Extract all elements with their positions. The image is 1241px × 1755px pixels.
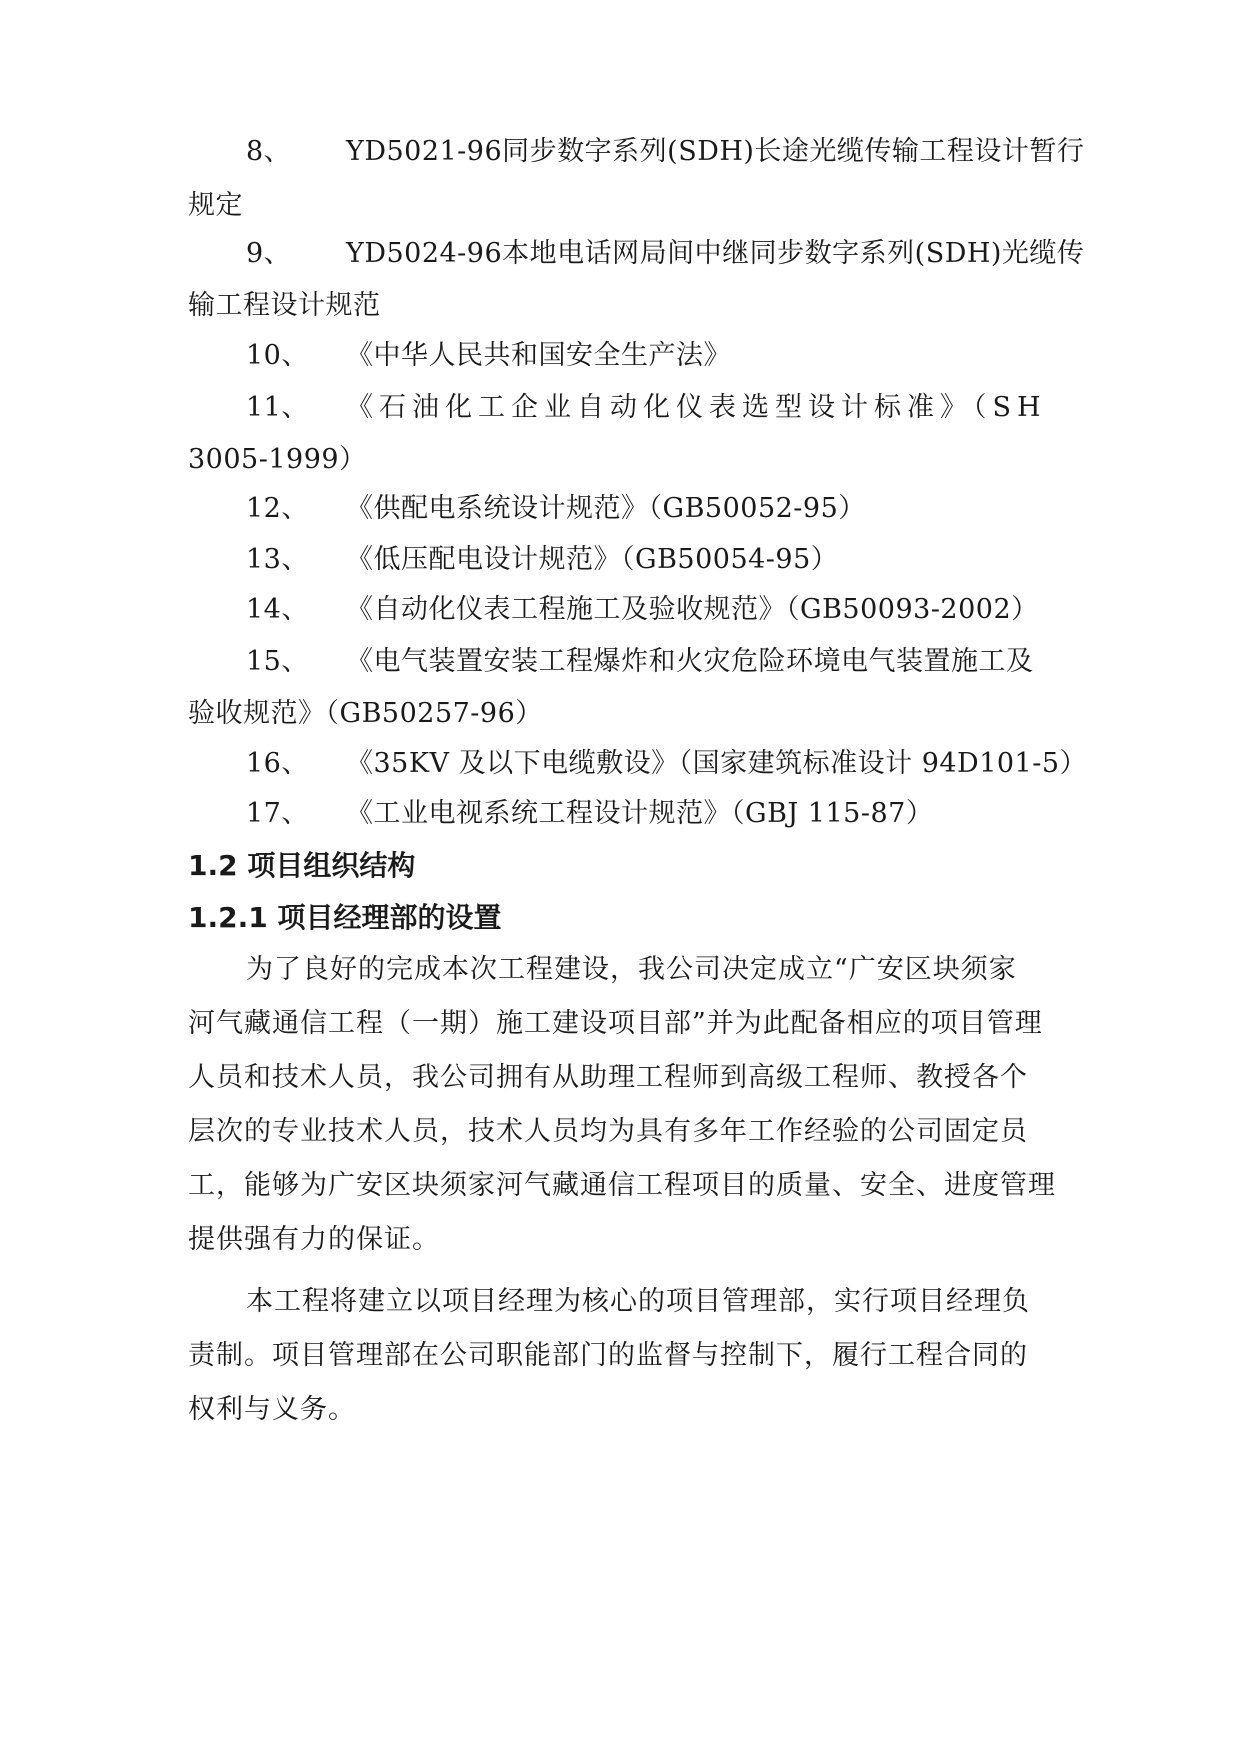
reference-item-10 (188, 328, 1054, 384)
reference-text: 《工业电视系统工程设计规范》（GBJ 115-87） (346, 798, 934, 829)
reference-number: 14、 (246, 594, 309, 625)
reference-number: 15、 (246, 646, 309, 677)
reference-number: 17、 (246, 798, 309, 829)
reference-text: YD5024-96本地电话网局间中继同步数字系列(SDH)光缆传 (346, 238, 1085, 269)
reference-continuation: 规定 (188, 190, 243, 221)
reference-item-9 (188, 226, 1085, 282)
reference-number: 12、 (246, 493, 309, 524)
section-heading: 1.2 项目组织结构 (188, 849, 416, 882)
reference-item-8 (188, 124, 1085, 180)
paragraph-line: 本工程将建立以项目经理为核心的项目管理部，实行项目经理负 (246, 1286, 1030, 1317)
reference-text: 《电气装置安装工程爆炸和火灾危险环境电气装置施工及 (346, 646, 1034, 677)
reference-number: 16、 (246, 748, 309, 779)
reference-item-13 (188, 532, 1054, 588)
reference-text: 《中华人民共和国安全生产法》 (346, 340, 731, 371)
paragraph-line: 层次的专业技术人员，技术人员均为具有多年工作经验的公司固定员 (188, 1116, 1028, 1147)
paragraph-line: 提供强有力的保证。 (188, 1224, 440, 1255)
reference-item-17 (188, 786, 1054, 842)
reference-continuation: 3005-1999） (188, 444, 367, 475)
reference-continuation: 输工程设计规范 (188, 290, 381, 321)
paragraph-line: 为了良好的完成本次工程建设，我公司决定成立“广安区块须家 (246, 954, 1017, 985)
reference-item-11 (188, 380, 1054, 436)
paragraph-line: 责制。项目管理部在公司职能部门的监督与控制下，履行工程合同的 (188, 1340, 1028, 1371)
reference-number: 9、 (246, 238, 292, 269)
paragraph-line: 工，能够为广安区块须家河气藏通信工程项目的质量、安全、进度管理 (188, 1170, 1056, 1201)
reference-item-12 (188, 481, 1054, 537)
subsection-heading: 1.2.1 项目经理部的设置 (188, 901, 502, 934)
reference-item-16 (188, 736, 1088, 792)
reference-item-14 (188, 582, 1054, 638)
reference-text: 《35KV 及以下电缆敷设》（国家建筑标准设计 94D101-5） (346, 748, 1088, 779)
reference-number: 8、 (246, 136, 292, 167)
reference-continuation: 验收规范》（GB50257-96） (188, 698, 543, 729)
paragraph-line: 河气藏通信工程（一期）施工建设项目部”并为此配备相应的项目管理 (188, 1008, 1043, 1039)
reference-number: 13、 (246, 544, 309, 575)
reference-number: 11、 (246, 392, 309, 423)
reference-number: 10、 (246, 340, 309, 371)
paragraph-line: 权利与义务。 (188, 1394, 356, 1425)
reference-text: 《低压配电设计规范》（GB50054-95） (346, 544, 839, 575)
paragraph-line: 人员和技术人员，我公司拥有从助理工程师到高级工程师、教授各个 (188, 1062, 1028, 1093)
reference-item-15 (188, 634, 1054, 690)
reference-text: 《自动化仪表工程施工及验收规范》（GB50093-2002） (346, 594, 1039, 625)
reference-text: YD5021-96同步数字系列(SDH)长途光缆传输工程设计暂行 (346, 136, 1085, 167)
reference-text: 《石油化工企业自动化仪表选型设计标准》（SH (346, 392, 1047, 423)
reference-text: 《供配电系统设计规范》（GB50052-95） (346, 493, 866, 524)
